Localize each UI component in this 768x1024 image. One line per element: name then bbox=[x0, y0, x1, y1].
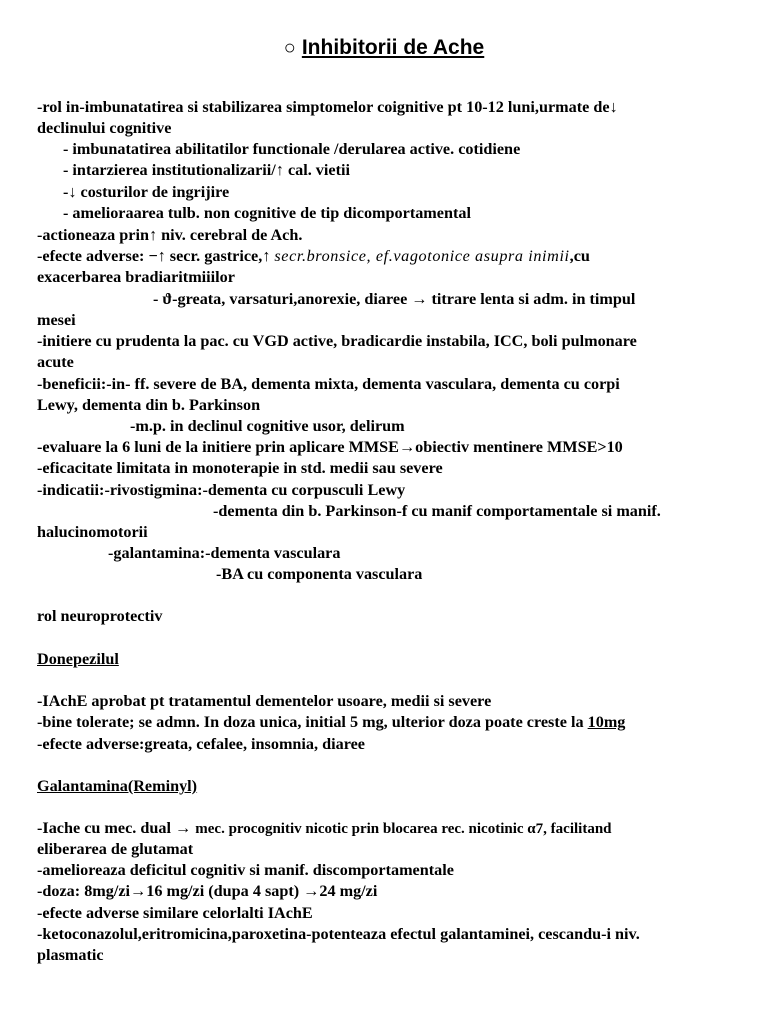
text-line: -initiere cu prudenta la pac. cu VGD active, bradicardie instabila, ICC, boli pulmonare bbox=[37, 332, 637, 350]
text-line: -amelioreaza deficitul cognitiv si manif. discomportamentale bbox=[37, 861, 454, 879]
text-line: Lewy, dementa din b. Parkinson bbox=[37, 396, 261, 414]
text-line: - ϑ-greata, varsaturi,anorexie, diaree → titrare lenta si adm. in timpul bbox=[153, 290, 636, 308]
text-line: -doza: 8mg/zi→16 mg/zi (dupa 4 sapt) →24 mg/zi bbox=[37, 882, 378, 900]
text-line: exacerbarea bradiaritmiiilor bbox=[37, 268, 235, 286]
document-title bbox=[0, 36, 768, 60]
text-line: -dementa din b. Parkinson-f cu manif comportamentale si manif. bbox=[213, 502, 661, 520]
text-line: -indicatii:-rivostigmina:-dementa cu corpusculi Lewy bbox=[37, 481, 406, 499]
section-heading-donepezil: Donepezilul bbox=[37, 650, 119, 668]
text-segment: -efecte adverse: −↑ secr. gastrice,↑ bbox=[37, 247, 275, 265]
text-line: rol neuroprotectiv bbox=[37, 607, 163, 625]
text-line: -rol in-imbunatatirea si stabilizarea simptomelor coignitive pt 10-12 luni,urmate de↓ bbox=[37, 98, 618, 116]
text-line: -BA cu componenta vasculara bbox=[216, 565, 423, 583]
text-segment: ,cu bbox=[569, 247, 590, 265]
text-line bbox=[37, 246, 590, 267]
text-line: declinului cognitive bbox=[37, 119, 172, 137]
text-line: - amelioraarea tulb. non cognitive de tip dicomportamental bbox=[63, 204, 471, 222]
text-line: acute bbox=[37, 353, 74, 371]
text-line: eliberarea de glutamat bbox=[37, 840, 194, 858]
text-line: -ketoconazolul,eritromicina,paroxetina-potenteaza efectul galantaminei, cescandu-i niv. bbox=[37, 925, 640, 943]
text-line: halucinomotorii bbox=[37, 523, 148, 541]
text-segment: mec. procognitiv nicotic prin blocarea rec. nicotinic α7, facilitand bbox=[195, 821, 612, 837]
text-line: -↓ costurilor de ingrijire bbox=[63, 183, 230, 201]
text-line: -IAchE aprobat pt tratamentul dementelor usoare, medii si severe bbox=[37, 692, 492, 710]
text-line: - imbunatatirea abilitatilor functionale /derularea active. cotidiene bbox=[63, 140, 521, 158]
title-text: Inhibitorii de Ache bbox=[301, 36, 485, 59]
text-segment: -bine tolerate; se admn. In doza unica, initial 5 mg, ulterior doza poate creste la bbox=[37, 713, 588, 731]
math-segment: secr.bronsice, ef.vagotonice asupra inimii bbox=[274, 247, 570, 265]
text-line: -beneficii:-in- ff. severe de BA, dementa mixta, dementa vasculara, dementa cu corpi bbox=[37, 375, 620, 393]
section-heading-galantamine: Galantamina(Reminyl) bbox=[37, 777, 198, 795]
text-line bbox=[37, 712, 625, 733]
underlined-dose: 10mg bbox=[587, 713, 626, 731]
text-line: -actioneaza prin↑ niv. cerebral de Ach. bbox=[37, 226, 303, 244]
text-line: - intarzierea institutionalizarii/↑ cal. vietii bbox=[63, 161, 350, 179]
text-line: plasmatic bbox=[37, 946, 104, 964]
text-line: mesei bbox=[37, 311, 76, 329]
text-line: -efecte adverse:greata, cefalee, insomnia, diaree bbox=[37, 735, 365, 753]
text-line: -galantamina:-dementa vasculara bbox=[108, 544, 341, 562]
text-line bbox=[37, 818, 612, 840]
text-line: -evaluare la 6 luni de la initiere prin aplicare MMSE→obiectiv mentinere MMSE>10 bbox=[37, 438, 623, 456]
text-line: -efecte adverse similare celorlalti IAchE bbox=[37, 904, 313, 922]
text-line: -eficacitate limitata in monoterapie in std. medii sau severe bbox=[37, 459, 443, 477]
text-line: -m.p. in declinul cognitive usor, delirum bbox=[130, 417, 405, 435]
text-segment: -Iache cu mec. dual → bbox=[37, 819, 196, 837]
title-bullet: ○ bbox=[283, 37, 296, 59]
